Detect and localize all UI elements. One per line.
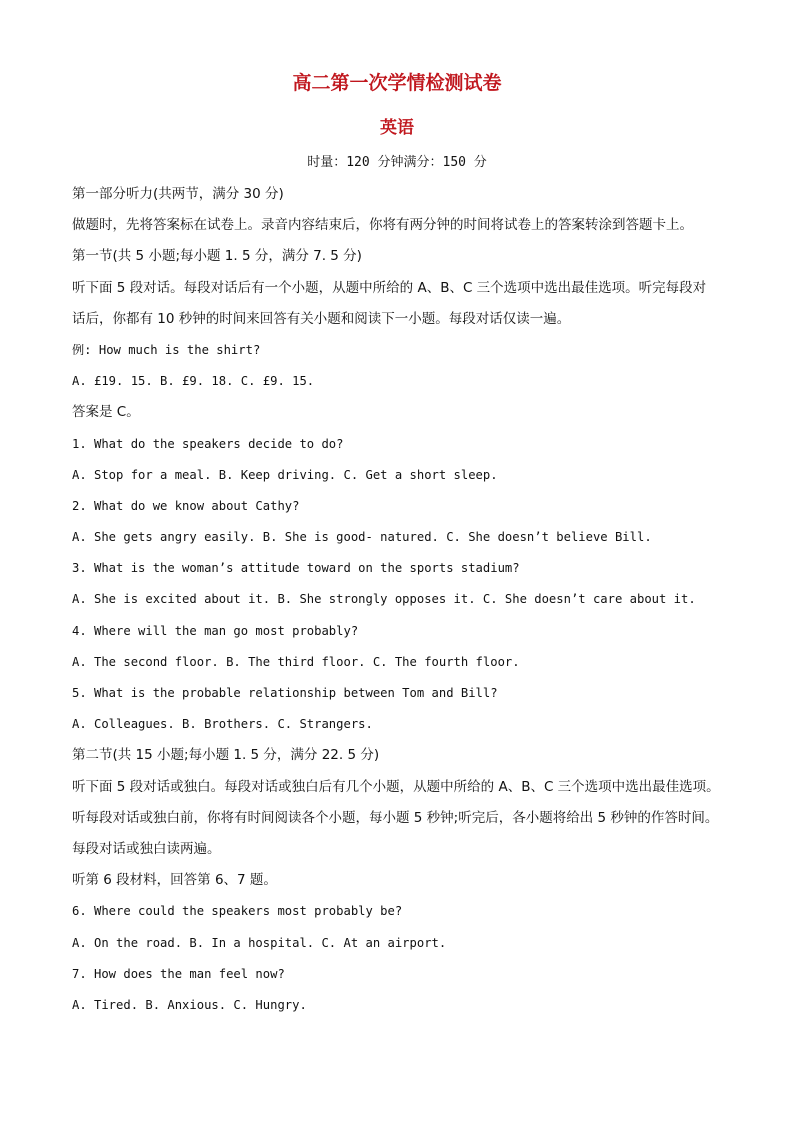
options-4: A. The second floor. B. The third floor. C. The fourth floor.	[72, 654, 520, 669]
section2-heading: 第二节(共 15 小题;每小题 1. 5 分，满分 22. 5 分)	[72, 747, 380, 764]
section2-instruction-line2: 听每段对话或独白前，你将有时间阅读各个小题，每小题 5 秒钟;听完后，各小题将给出 5 秒钟的作答时间。	[72, 809, 719, 826]
exam-title: 高二第一次学情检测试卷	[292, 72, 502, 94]
options-7: A. Tired. B. Anxious. C. Hungry.	[72, 997, 307, 1012]
options-2: A. She gets angry easily. B. She is good- natured. C. She doesn’t believe Bill.	[72, 530, 652, 545]
options-3: A. She is excited about it. B. She strongly opposes it. C. She doesn’t care about it.	[72, 592, 696, 607]
instruction-line: 做题时，先将答案标在试卷上。录音内容结束后，你将有两分钟的时间将试卷上的答案转涂到答题卡上。	[72, 217, 693, 234]
time-info: 时量：120 分钟满分：150 分	[307, 155, 487, 170]
example-answer: 答案是 C。	[72, 404, 140, 421]
section-part1-heading: 第一部分听力(共两节，满分 30 分)	[72, 186, 284, 202]
material-6-heading: 听第 6 段材料，回答第 6、7 题。	[72, 872, 277, 889]
exam-content	[72, 179, 732, 1021]
question-3: 3. What is the woman’s attitude toward on the sports stadium?	[72, 561, 520, 576]
section1-instruction-line2: 话后，你都有 10 秒钟的时间来回答有关小题和阅读下一小题。每段对话仅读一遍。	[72, 310, 571, 327]
options-6: A. On the road. B. In a hospital. C. At an airport.	[72, 935, 447, 950]
question-2: 2. What do we know about Cathy?	[72, 498, 300, 513]
section2-instruction-line1: 听下面 5 段对话或独白。每段对话或独白后有几个小题，从题中所给的 A、B、C 三个选项中选出最佳选项。	[72, 778, 720, 795]
options-1: A. Stop for a meal. B. Keep driving. C. Get a short sleep.	[72, 467, 498, 482]
question-5: 5. What is the probable relationship between Tom and Bill?	[72, 686, 498, 700]
example-options: A. £19. 15. B. £9. 18. C. £9. 15.	[72, 374, 315, 389]
options-5: A. Colleagues. B. Brothers. C. Strangers.	[72, 717, 373, 732]
question-6: 6. Where could the speakers most probably be?	[72, 904, 403, 919]
section1-heading: 第一节(共 5 小题;每小题 1. 5 分，满分 7. 5 分)	[72, 248, 362, 265]
question-7: 7. How does the man feel now?	[72, 966, 285, 981]
question-4: 4. Where will the man go most probably?	[72, 623, 359, 638]
section2-instruction-line3: 每段对话或独白读两遍。	[72, 840, 221, 857]
section1-instruction-line1: 听下面 5 段对话。每段对话后有一个小题，从题中所给的 A、B、C 三个选项中选出最佳选项。听完每段对	[72, 279, 707, 296]
subject-title: 英语	[380, 118, 414, 138]
question-1: 1. What do the speakers decide to do?	[72, 436, 344, 451]
example-question: 例: How much is the shirt?	[72, 342, 261, 357]
